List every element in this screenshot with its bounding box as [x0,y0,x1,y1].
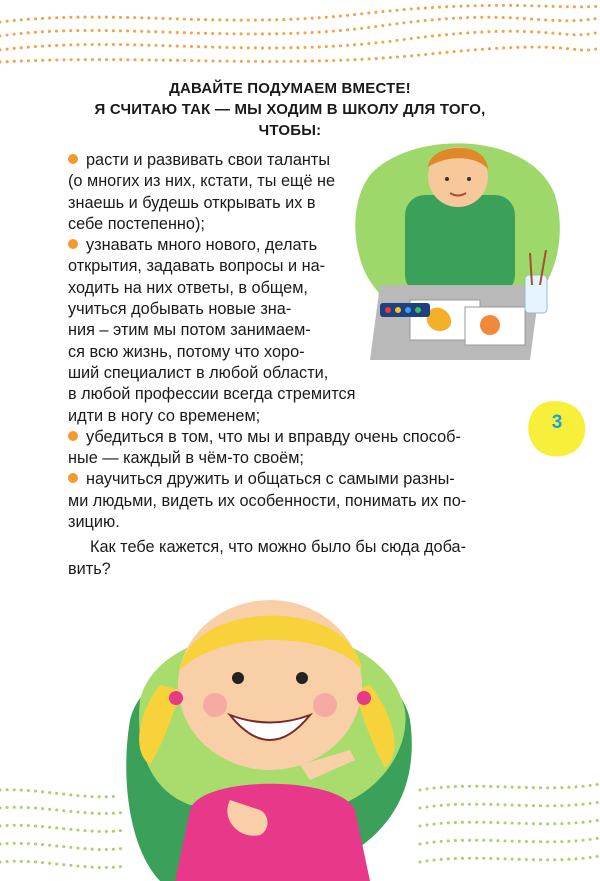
decorative-dots-top [0,0,600,80]
bullet-icon [68,154,78,164]
main-text [68,150,516,580]
bullet-icon [68,239,78,249]
section-heading [60,78,520,141]
list-item: научиться дружить и общаться с самыми разны- ми людьми, видеть их особенности, понимать их по- зицию. [68,470,467,532]
list-item: убедиться в том, что мы и вправду очень способ- ные — каждый в чём-то своём; [68,427,461,468]
decorative-dots-bottom [0,760,600,881]
bullet-icon [68,431,78,441]
heading-line-3: ЧТОБЫ: [258,122,322,139]
heading-line-2: Я СЧИТАЮ ТАК — МЫ ХОДИМ В ШКОЛУ ДЛЯ ТОГО, [94,101,486,118]
page-number: 3 [551,412,563,433]
list-item: узнавать много нового, делать открытия, задавать вопросы и на- ходить на них ответы, в общем, учиться добывать новые зна- ния – этим мы потом занимаем- ся всю жизнь, потому что хоро- ший специалист в любой области, в любой профессии всегда стремится идти в ногу со временем; [68,236,356,425]
list-item: расти и развивать свои таланты (о многих из них, кстати, ты ещё не знаешь и будешь открывать их в себе постепенно); [68,151,336,233]
question-paragraph: Как тебе кажется, что можно было бы сюда доба- вить? [68,538,467,578]
bullet-icon [68,473,78,483]
heading-line-1: ДАВАЙТЕ ПОДУМАЕМ ВМЕСТЕ! [169,80,411,97]
